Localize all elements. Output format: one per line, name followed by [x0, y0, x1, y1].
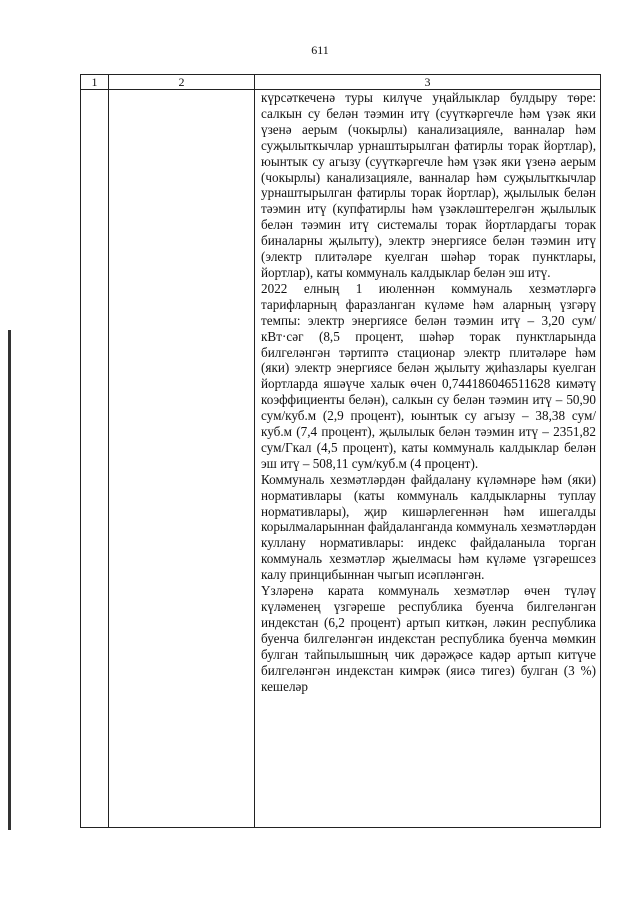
paragraph-3: Коммуналь хезмәтләрдән файдалану күләмнәре һәм (яки) нормативлары (каты коммуналь калдыкларны туплау нормативлары), җир кишәрлегеннән һәм ишегалды корылмаларыннан файдаланганда коммуналь хезмәтләрдән куллану нормативлары: индекс файдаланыла торган коммуналь хезмәтләр җыелмасы һәм күләме үзгәрешсез калу принцибыннан чыгып исәпләнгән.	[261, 471, 596, 583]
paragraph-1: күрсәткеченә туры килүче уңайлыклар булдыру төре: салкын су белән тәэмин итү (суүткәргечле һәм үзәк яки үзенә аерым (чокырлы) канализацияле, ванналар һәм суҗылыткычлар урнаштырылган фатирлы торак йортлар), юынтык су агызу (суүткәргечле һәм үзәк яки үзенә аерым (чокырлы) канализацияле, ванналар һәм суҗылыткычлар урнаштырылган фатирлы торак йортлар), җылылык белән тәэмин итү (купфатирлы һәм үзәкләштерелгән җылылык белән тәэмин итү системалы торак йортлардагы торак биналарны җылыту), электр энергиясе белән тәэмин итү (электр плитәләре куелган шәһәр торак пунктлары, йортлар), каты коммуналь калдыклар белән эш итү.	[261, 90, 596, 280]
table-row	[81, 90, 601, 828]
column-header-1: 1	[81, 75, 109, 90]
document-table	[80, 74, 601, 828]
cell-col-3	[255, 90, 601, 828]
column-header-2: 2	[109, 75, 255, 90]
cell-col-2	[109, 90, 255, 828]
paragraph-4: Үзләренә карата коммуналь хезмәтләр өчен түләү күләменең үзгәреше республика буенча билгеләнгән индекстан (6,2 процент) артып киткән, ләкин республика буенча билгеләнгән индекстан республика буенча мөмкин булган тайпылышның чик дәрәҗәсе кадәр артып китүче билгеләнгән индекстан кимрәк (яисә тигез) булган (3 %) кешеләр	[261, 583, 596, 694]
column-header-3: 3	[255, 75, 601, 90]
page-number: 611	[311, 43, 329, 57]
table-header-row	[81, 75, 601, 90]
paragraph-2: 2022 елның 1 июленнән коммуналь хезмәтләргә тарифларның фаразланган күләме һәм аларның үзгәрү темпы: электр энергиясе белән тәэмин итү – 3,20 сум/кВт·сәг (8,5 процент, шәһәр торак пунктларында билгеләнгән тәртиптә стационар электр плитәләре һәм (яки) электр энергиясе белән җылыту җиһазлары куелган йортларда яшәүче халык өчен 0,744186046511628 кимәтү коэффициенты белән), салкын су белән тәэмин итү – 50,90 сум/куб.м (2,9 процент), юынтык су агызу – 38,38 сум/куб.м (7,4 процент), җылылык белән тәэмин итү – 2351,82 сум/Гкал (4,5 процент), каты коммуналь калдыклар белән эш итү – 508,11 сум/куб.м (4 процент).	[261, 280, 596, 471]
cell-text	[255, 90, 600, 694]
scan-edge-mark	[8, 330, 11, 830]
cell-col-1	[81, 90, 109, 828]
